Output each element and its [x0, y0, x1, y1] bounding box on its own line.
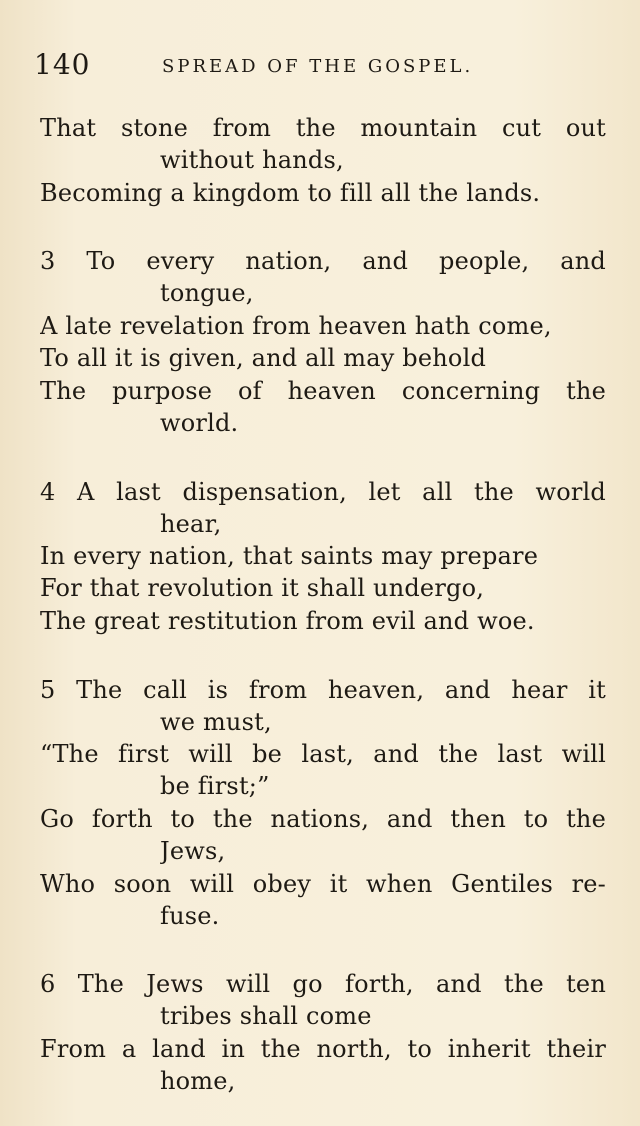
verse-line: Who soon will obey it when Gentiles re-: [40, 870, 606, 898]
verse-line: fuse.: [160, 902, 220, 930]
verse-line: “The first will be last, and the last will: [40, 740, 606, 768]
verse-line: 3 To every nation, and people, and: [40, 247, 606, 275]
verse-line: hear,: [160, 510, 222, 538]
verse-line: be first;”: [160, 772, 270, 800]
verse-line: The purpose of heaven concerning the: [40, 377, 606, 405]
verse-line: world.: [160, 409, 239, 437]
verse-line: Go forth to the nations, and then to the: [40, 805, 606, 833]
verse-line: For that revolution it shall undergo,: [40, 574, 485, 602]
running-title: SPREAD OF THE GOSPEL.: [162, 56, 474, 77]
verse-line: without hands,: [160, 146, 344, 174]
verse-line: To all it is given, and all may behold: [40, 344, 487, 372]
verse-line: A late revelation from heaven hath come,: [40, 312, 552, 340]
verse-line: 5 The call is from heaven, and hear it: [40, 676, 606, 704]
verse-line: That stone from the mountain cut out: [40, 114, 606, 142]
verse-line: 6 The Jews will go forth, and the ten: [40, 970, 606, 998]
verse-line: 4 A last dispensation, let all the world: [40, 478, 606, 506]
verse-line: From a land in the north, to inherit their: [40, 1035, 606, 1063]
verse-line: tongue,: [160, 279, 254, 307]
verse-line: we must,: [160, 708, 272, 736]
page-number: 140: [34, 48, 91, 81]
verse-line: Becoming a kingdom to fill all the lands.: [40, 179, 541, 207]
verse-line: home,: [160, 1067, 236, 1095]
verse-line: tribes shall come: [160, 1002, 372, 1030]
verse-line: In every nation, that saints may prepare: [40, 542, 539, 570]
verse-line: The great restitution from evil and woe.: [40, 607, 535, 635]
verse-line: Jews,: [160, 837, 226, 865]
